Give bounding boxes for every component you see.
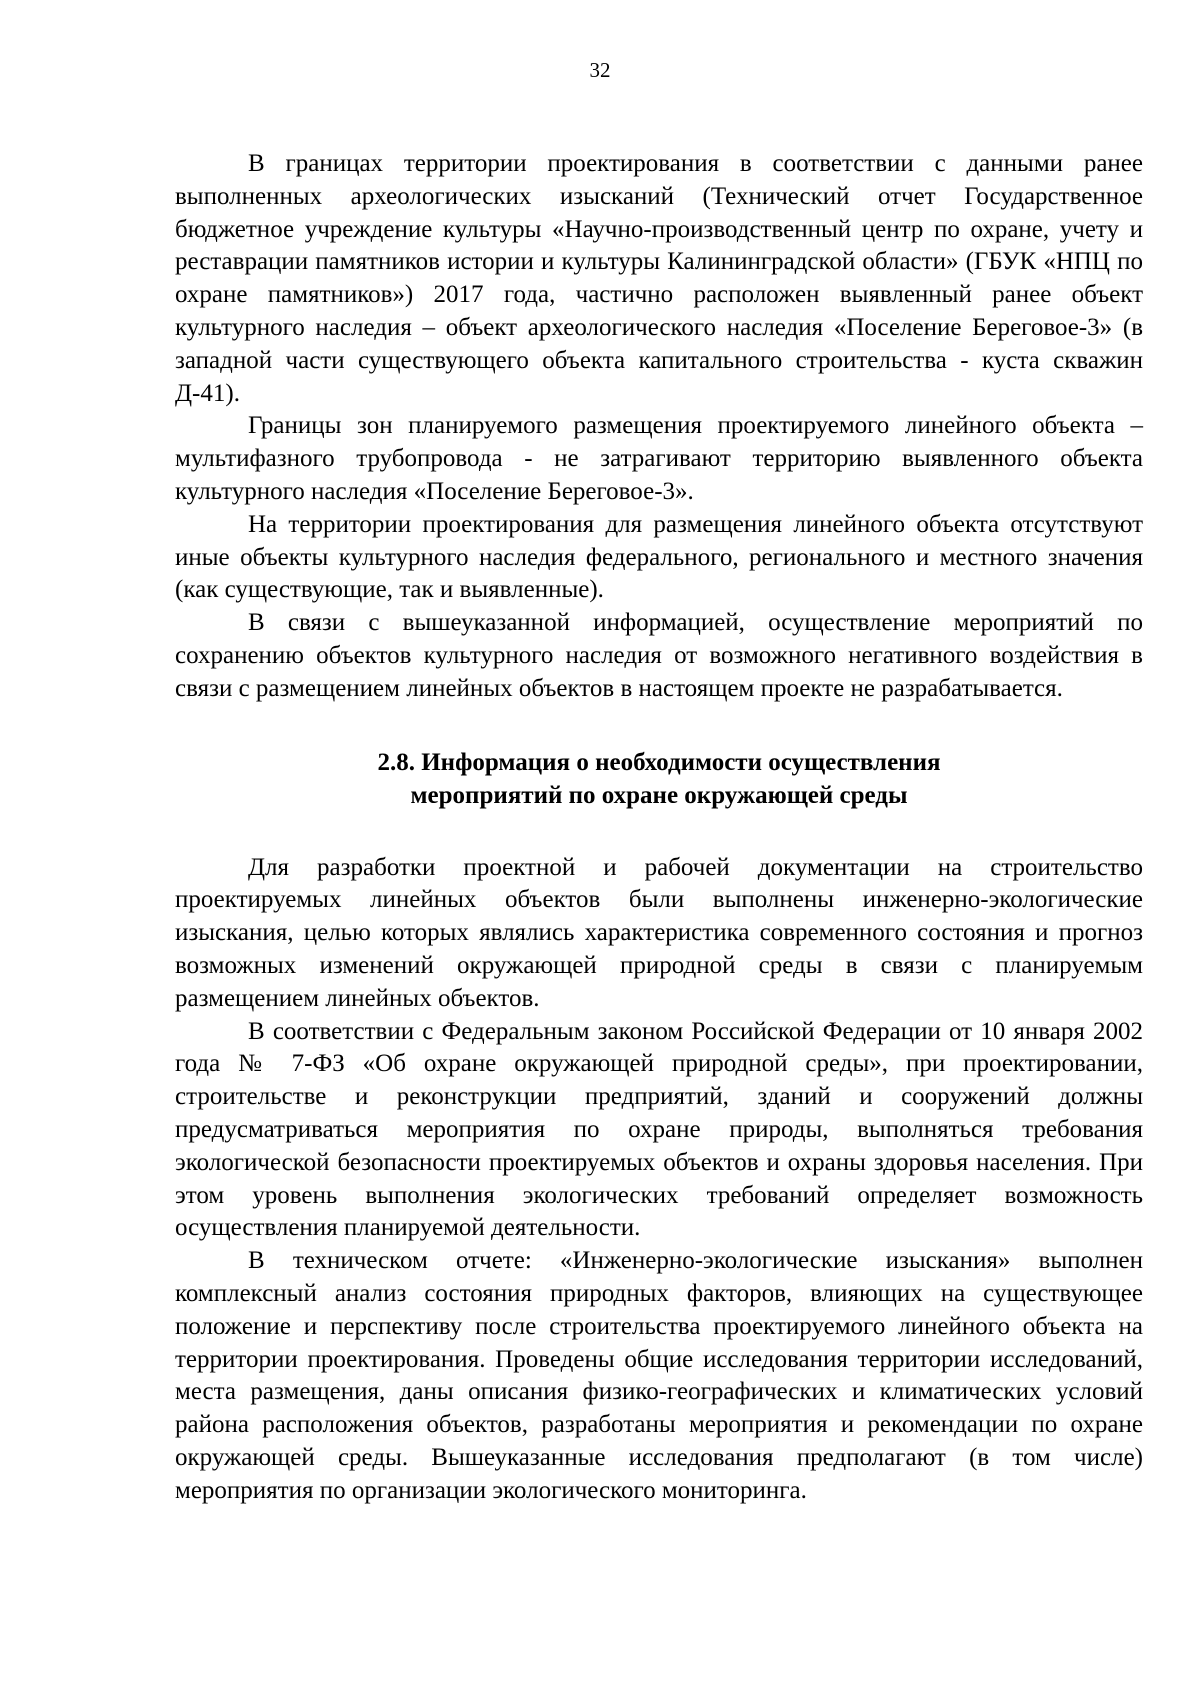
section-heading-line-1: 2.8. Информация о необходимости осуществления [377, 748, 941, 776]
paragraph: В границах территории проектирования в соответствии с данными ранее выполненных археологических изысканий (Технический отчет Государственное бюджетное учреждение культуры «Научно-производственный центр по охране, учету и реставрации памятников истории и культуры Калининградской области» (ГБУК «НПЦ по охране памятников») 2017 года, частично расположен выявленный ранее объект культурного наследия – объект археологического наследия «Поселение Береговое-3» (в западной части существующего объекта капитального строительства - куста скважин Д-41). [175, 150, 1143, 407]
paragraph: В связи с вышеуказанной информацией, осуществление мероприятий по сохранению объектов культурного наследия от возможного негативного воздействия в связи с размещением линейных объектов в настоящем проекте не разрабатывается. [175, 609, 1143, 702]
section-heading-line-2: мероприятий по охране окружающей среды [410, 781, 908, 809]
paragraph: В соответствии с Федеральным законом Российской Федерации от 10 января 2002 года № 7-ФЗ «Об охране окружающей природной среды», при проектировании, строительстве и реконструкции предприятий, зданий и сооружений должны предусматриваться мероприятия по охране природы, выполняться требования экологической безопасности проектируемых объектов и охраны здоровья населения. При этом уровень выполнения экологических требований определяет возможность осуществления планируемой деятельности. [175, 1017, 1143, 1242]
paragraph: В техническом отчете: «Инженерно-экологические изыскания» выполнен комплексный анализ состояния природных факторов, влияющих на существующее положение и перспективу после строительства проектируемого линейного объекта на территории проектирования. Проведены общие исследования территории исследований, места размещения, даны описания физико-географических и климатических условий района расположения объектов, разработаны мероприятия и рекомендации по охране окружающей среды. Вышеуказанные исследования предполагают (в том числе) мероприятия по организации экологического мониторинга. [175, 1247, 1143, 1504]
page-content [175, 148, 1143, 1507]
paragraph: На территории проектирования для размещения линейного объекта отсутствуют иные объекты культурного наследия федерального, регионального и местного значения (как существующие, так и выявленные). [175, 510, 1143, 604]
page-number: 32 [589, 58, 611, 82]
paragraph: Для разработки проектной и рабочей документации на строительство проектируемых линейных объектов были выполнены инженерно-экологические изыскания, целью которых являлись характеристика современного состояния и прогноз возможных изменений окружающей природной среды в связи с планируемым размещением линейных объектов. [175, 853, 1143, 1012]
section-heading [175, 746, 1143, 812]
paragraph: Границы зон планируемого размещения проектируемого линейного объекта – мультифазного трубопровода - не затрагивают территорию выявленного объекта культурного наследия «Поселение Береговое-3». [175, 412, 1143, 505]
